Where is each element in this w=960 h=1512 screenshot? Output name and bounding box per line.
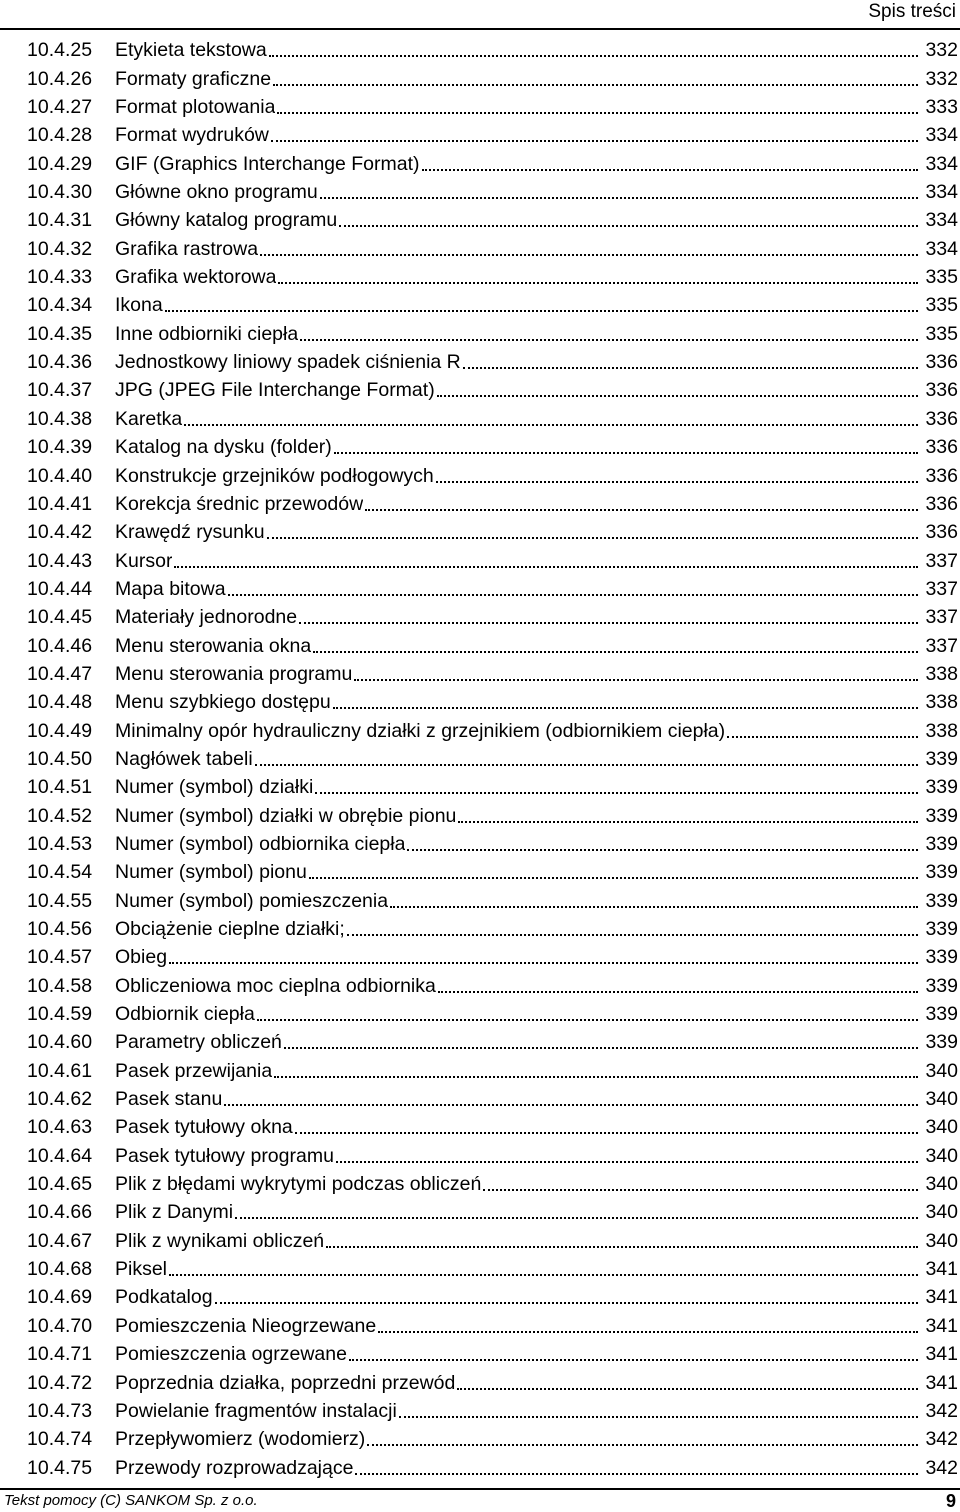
dot-leader bbox=[347, 934, 918, 936]
toc-entry-title[interactable]: Pomieszczenia Nieogrzewane bbox=[115, 1314, 377, 1337]
toc-entry[interactable] bbox=[27, 601, 958, 629]
toc-entry-number: 10.4.52 bbox=[27, 804, 93, 827]
toc-entry-number: 10.4.26 bbox=[27, 67, 93, 90]
toc-entry-page[interactable]: 337 bbox=[925, 606, 958, 629]
toc-entry-page[interactable]: 340 bbox=[925, 1088, 958, 1111]
toc-entry-title[interactable]: Formaty graficzne bbox=[115, 67, 272, 90]
dot-leader bbox=[355, 1473, 918, 1475]
toc-entry[interactable] bbox=[27, 488, 958, 516]
dot-leader bbox=[458, 821, 918, 823]
toc-entry-title[interactable]: Przewody rozprowadzające bbox=[115, 1456, 354, 1479]
toc-entry-page[interactable]: 338 bbox=[925, 691, 958, 714]
toc-entry-number: 10.4.69 bbox=[27, 1286, 93, 1309]
dot-leader bbox=[334, 452, 918, 454]
toc-entry-page[interactable]: 341 bbox=[925, 1286, 958, 1309]
toc-entry-page[interactable]: 333 bbox=[925, 96, 958, 119]
dot-leader bbox=[320, 197, 918, 199]
dot-leader bbox=[295, 1132, 918, 1134]
toc-entry-title[interactable]: JPG (JPEG File Interchange Format) bbox=[115, 379, 435, 402]
toc-entry-page[interactable]: 334 bbox=[925, 181, 958, 204]
toc-entry-number: 10.4.48 bbox=[27, 691, 93, 714]
toc-entry[interactable] bbox=[27, 714, 958, 742]
toc-entry-number: 10.4.34 bbox=[27, 294, 93, 317]
toc-entry[interactable] bbox=[27, 1196, 958, 1224]
toc-entry-number: 10.4.53 bbox=[27, 832, 93, 855]
toc-entry-title[interactable]: Etykieta tekstowa bbox=[115, 39, 267, 62]
dot-leader bbox=[437, 395, 918, 397]
toc-entry[interactable] bbox=[27, 1253, 958, 1281]
dot-leader bbox=[277, 112, 918, 114]
dot-leader bbox=[300, 339, 918, 341]
toc-entry[interactable] bbox=[27, 147, 958, 175]
toc-entry[interactable] bbox=[27, 1139, 958, 1167]
toc-entry-title[interactable]: Menu szybkiego dostępu bbox=[115, 691, 331, 714]
table-of-contents bbox=[27, 34, 958, 1480]
toc-entry-title[interactable]: Pasek stanu bbox=[115, 1088, 223, 1111]
dot-leader bbox=[422, 169, 918, 171]
toc-entry-title[interactable]: GIF (Graphics Interchange Format) bbox=[115, 152, 420, 175]
dot-leader bbox=[174, 566, 918, 568]
toc-entry-page[interactable]: 339 bbox=[925, 1031, 958, 1054]
toc-entry-page[interactable]: 336 bbox=[925, 407, 958, 430]
toc-entry-page[interactable]: 336 bbox=[925, 351, 958, 374]
toc-entry-page[interactable]: 336 bbox=[925, 492, 958, 515]
toc-entry-page[interactable]: 341 bbox=[925, 1371, 958, 1394]
toc-entry-number: 10.4.67 bbox=[27, 1229, 93, 1252]
toc-entry-number: 10.4.44 bbox=[27, 577, 93, 600]
toc-entry-number: 10.4.58 bbox=[27, 974, 93, 997]
toc-entry-number: 10.4.27 bbox=[27, 96, 93, 119]
toc-entry[interactable] bbox=[27, 884, 958, 912]
toc-entry-title[interactable]: Nagłówek tabeli bbox=[115, 747, 253, 770]
dot-leader bbox=[727, 736, 918, 738]
toc-entry-title[interactable]: Karetka bbox=[115, 407, 183, 430]
toc-entry-number: 10.4.55 bbox=[27, 889, 93, 912]
toc-entry-title[interactable]: Menu sterowania okna bbox=[115, 634, 312, 657]
dot-leader bbox=[326, 1246, 918, 1248]
dot-leader bbox=[257, 1019, 918, 1021]
dot-leader bbox=[284, 1047, 918, 1049]
toc-entry-number: 10.4.42 bbox=[27, 521, 93, 544]
toc-entry[interactable] bbox=[27, 1395, 958, 1423]
toc-entry[interactable] bbox=[27, 204, 958, 232]
toc-entry[interactable] bbox=[27, 317, 958, 345]
toc-entry-title[interactable]: Numer (symbol) odbiornika ciepła bbox=[115, 832, 406, 855]
toc-entry-page[interactable]: 339 bbox=[925, 861, 958, 884]
toc-entry-title[interactable]: Format plotowania bbox=[115, 96, 276, 119]
dot-leader bbox=[274, 1076, 918, 1078]
toc-entry[interactable] bbox=[27, 629, 958, 657]
dot-leader bbox=[269, 55, 918, 57]
toc-entry-page[interactable]: 339 bbox=[925, 1003, 958, 1026]
toc-entry-title[interactable]: Numer (symbol) działki w obrębie pionu bbox=[115, 804, 457, 827]
toc-entry-number: 10.4.54 bbox=[27, 861, 93, 884]
toc-entry-page[interactable]: 337 bbox=[925, 634, 958, 657]
page-number: 9 bbox=[945, 1491, 956, 1511]
toc-entry-page[interactable]: 342 bbox=[925, 1456, 958, 1479]
toc-entry-page[interactable]: 332 bbox=[925, 67, 958, 90]
toc-entry-title[interactable]: Podkatalog bbox=[115, 1286, 213, 1309]
toc-entry[interactable] bbox=[27, 573, 958, 601]
toc-entry-title[interactable]: Plik z Danymi bbox=[115, 1201, 234, 1224]
dot-leader bbox=[273, 84, 918, 86]
dot-leader bbox=[255, 764, 918, 766]
toc-entry-page[interactable]: 342 bbox=[925, 1428, 958, 1451]
toc-entry[interactable] bbox=[27, 346, 958, 374]
toc-entry-title[interactable]: Pasek tytułowy okna bbox=[115, 1116, 293, 1139]
toc-entry-number: 10.4.57 bbox=[27, 946, 93, 969]
toc-entry-page[interactable]: 339 bbox=[925, 974, 958, 997]
toc-entry-number: 10.4.39 bbox=[27, 436, 93, 459]
toc-entry[interactable] bbox=[27, 658, 958, 686]
toc-entry[interactable] bbox=[27, 1281, 958, 1309]
toc-entry[interactable] bbox=[27, 1026, 958, 1054]
toc-entry[interactable] bbox=[27, 516, 958, 544]
toc-entry[interactable] bbox=[27, 799, 958, 827]
toc-entry-number: 10.4.51 bbox=[27, 776, 93, 799]
toc-entry-page[interactable]: 338 bbox=[925, 719, 958, 742]
toc-entry-title[interactable]: Odbiornik ciepła bbox=[115, 1003, 255, 1026]
toc-entry-page[interactable]: 334 bbox=[925, 152, 958, 175]
toc-entry-number: 10.4.46 bbox=[27, 634, 93, 657]
toc-entry-number: 10.4.41 bbox=[27, 492, 93, 515]
toc-entry-page[interactable]: 339 bbox=[925, 804, 958, 827]
dot-leader bbox=[169, 1274, 918, 1276]
toc-entry[interactable] bbox=[27, 828, 958, 856]
toc-entry-number: 10.4.38 bbox=[27, 407, 93, 430]
toc-entry-title[interactable]: Numer (symbol) pionu bbox=[115, 861, 307, 884]
dot-leader bbox=[260, 254, 918, 256]
toc-entry[interactable] bbox=[27, 998, 958, 1026]
toc-entry-number: 10.4.30 bbox=[27, 181, 93, 204]
toc-entry-page[interactable]: 336 bbox=[925, 436, 958, 459]
toc-entry-number: 10.4.43 bbox=[27, 549, 93, 572]
toc-entry[interactable] bbox=[27, 232, 958, 260]
dot-leader bbox=[365, 509, 918, 511]
dot-leader bbox=[267, 537, 918, 539]
dot-leader bbox=[438, 991, 918, 993]
dot-leader bbox=[399, 1416, 918, 1418]
toc-entry-number: 10.4.36 bbox=[27, 351, 93, 374]
dot-leader bbox=[224, 1104, 918, 1106]
header-divider bbox=[0, 28, 960, 30]
toc-entry-page[interactable]: 339 bbox=[925, 946, 958, 969]
toc-entry-number: 10.4.74 bbox=[27, 1428, 93, 1451]
toc-entry-page[interactable]: 339 bbox=[925, 889, 958, 912]
toc-entry[interactable] bbox=[27, 1224, 958, 1252]
dot-leader bbox=[184, 424, 918, 426]
toc-entry-title[interactable]: Obliczeniowa moc cieplna odbiornika bbox=[115, 974, 436, 997]
toc-entry[interactable] bbox=[27, 686, 958, 714]
toc-entry-page[interactable]: 340 bbox=[925, 1173, 958, 1196]
toc-entry-page[interactable]: 337 bbox=[925, 549, 958, 572]
toc-entry-page[interactable]: 341 bbox=[925, 1258, 958, 1281]
dot-leader bbox=[313, 651, 918, 653]
dot-leader bbox=[336, 1161, 918, 1163]
dot-leader bbox=[463, 367, 918, 369]
toc-entry-title[interactable]: Jednostkowy liniowy spadek ciśnienia R bbox=[115, 351, 461, 374]
toc-entry-number: 10.4.31 bbox=[27, 209, 93, 232]
running-header: Spis treści bbox=[868, 1, 956, 22]
toc-entry-title[interactable]: Plik z błędami wykrytymi podczas obliczeń bbox=[115, 1173, 482, 1196]
toc-entry[interactable] bbox=[27, 1054, 958, 1082]
toc-entry-title[interactable]: Główne okno programu bbox=[115, 181, 318, 204]
toc-entry-number: 10.4.60 bbox=[27, 1031, 93, 1054]
toc-entry[interactable] bbox=[27, 1083, 958, 1111]
toc-entry-number: 10.4.47 bbox=[27, 662, 93, 685]
toc-entry-number: 10.4.45 bbox=[27, 606, 93, 629]
toc-entry[interactable] bbox=[27, 1366, 958, 1394]
toc-entry-number: 10.4.68 bbox=[27, 1258, 93, 1281]
toc-entry-number: 10.4.75 bbox=[27, 1456, 93, 1479]
toc-entry-number: 10.4.63 bbox=[27, 1116, 93, 1139]
dot-leader bbox=[390, 906, 918, 908]
toc-entry-number: 10.4.62 bbox=[27, 1088, 93, 1111]
toc-entry-title[interactable]: Plik z wynikami obliczeń bbox=[115, 1229, 325, 1252]
toc-entry[interactable] bbox=[27, 969, 958, 997]
toc-entry[interactable] bbox=[27, 431, 958, 459]
toc-entry-number: 10.4.59 bbox=[27, 1003, 93, 1026]
dot-leader bbox=[309, 877, 918, 879]
toc-entry-title[interactable]: Powielanie fragmentów instalacji bbox=[115, 1399, 397, 1422]
toc-entry-number: 10.4.61 bbox=[27, 1059, 93, 1082]
toc-entry[interactable] bbox=[27, 544, 958, 572]
toc-entry-title[interactable]: Parametry obliczeń bbox=[115, 1031, 282, 1054]
toc-entry[interactable] bbox=[27, 1168, 958, 1196]
toc-entry-number: 10.4.50 bbox=[27, 747, 93, 770]
toc-entry-title[interactable]: Pomieszczenia ogrzewane bbox=[115, 1343, 347, 1366]
toc-entry-page[interactable]: 339 bbox=[925, 776, 958, 799]
toc-entry[interactable] bbox=[27, 459, 958, 487]
toc-entry-number: 10.4.71 bbox=[27, 1343, 93, 1366]
toc-entry-page[interactable]: 339 bbox=[925, 918, 958, 940]
toc-entry-title[interactable]: Obieg bbox=[115, 946, 168, 969]
toc-entry[interactable] bbox=[27, 402, 958, 430]
toc-entry-number: 10.4.56 bbox=[27, 918, 93, 940]
dot-leader bbox=[367, 1444, 918, 1446]
toc-entry-page[interactable]: 340 bbox=[925, 1229, 958, 1252]
toc-entry-title[interactable]: Kursor bbox=[115, 549, 173, 572]
toc-entry[interactable] bbox=[27, 913, 958, 941]
toc-entry-page[interactable]: 336 bbox=[925, 464, 958, 487]
toc-entry-title[interactable]: Obciążenie cieplne działki; bbox=[115, 918, 345, 940]
toc-entry-page[interactable]: 341 bbox=[925, 1343, 958, 1366]
toc-entry-number: 10.4.29 bbox=[27, 152, 93, 175]
dot-leader bbox=[333, 707, 918, 709]
toc-entry-number: 10.4.73 bbox=[27, 1399, 93, 1422]
toc-entry-page[interactable]: 336 bbox=[925, 379, 958, 402]
dot-leader bbox=[299, 622, 918, 624]
toc-entry[interactable] bbox=[27, 62, 958, 90]
toc-entry[interactable] bbox=[27, 1451, 958, 1479]
toc-entry-page[interactable]: 339 bbox=[925, 832, 958, 855]
dot-leader bbox=[165, 310, 918, 312]
toc-entry-number: 10.4.32 bbox=[27, 237, 93, 260]
toc-entry-number: 10.4.33 bbox=[27, 266, 93, 289]
toc-entry-number: 10.4.65 bbox=[27, 1173, 93, 1196]
toc-entry-title[interactable]: Przepływomierz (wodomierz) bbox=[115, 1428, 366, 1451]
toc-entry-page[interactable]: 342 bbox=[925, 1399, 958, 1422]
dot-leader bbox=[349, 1359, 918, 1361]
dot-leader bbox=[271, 140, 918, 142]
toc-entry-number: 10.4.35 bbox=[27, 322, 93, 345]
toc-entry[interactable] bbox=[27, 289, 958, 317]
toc-entry-title[interactable]: Katalog na dysku (folder) bbox=[115, 436, 332, 459]
toc-entry[interactable] bbox=[27, 1338, 958, 1366]
dot-leader bbox=[436, 481, 918, 483]
toc-entry-title[interactable]: Numer (symbol) pomieszczenia bbox=[115, 889, 389, 912]
toc-entry-title[interactable]: Poprzednia działka, poprzedni przewód bbox=[115, 1371, 456, 1394]
footer-divider bbox=[0, 1488, 960, 1490]
toc-entry-page[interactable]: 339 bbox=[925, 747, 958, 770]
toc-entry-page[interactable]: 334 bbox=[925, 209, 958, 232]
dot-leader bbox=[228, 594, 918, 596]
toc-entry-title[interactable]: Minimalny opór hydrauliczny działki z grzejnikiem (odbiornikiem ciepła) bbox=[115, 719, 726, 742]
toc-entry[interactable] bbox=[27, 856, 958, 884]
toc-entry-number: 10.4.49 bbox=[27, 719, 93, 742]
toc-entry-number: 10.4.64 bbox=[27, 1144, 93, 1167]
toc-entry-number: 10.4.28 bbox=[27, 124, 93, 147]
dot-leader bbox=[278, 282, 918, 284]
toc-entry-title[interactable]: Główny katalog programu bbox=[115, 209, 338, 232]
toc-entry-title[interactable]: Format wydruków bbox=[115, 124, 269, 147]
toc-entry-page[interactable]: 338 bbox=[925, 662, 958, 685]
dot-leader bbox=[407, 849, 918, 851]
toc-entry-title[interactable]: Materiały jednorodne bbox=[115, 606, 298, 629]
toc-entry[interactable] bbox=[27, 1309, 958, 1337]
toc-entry-page[interactable]: 340 bbox=[925, 1059, 958, 1082]
toc-entry-title[interactable]: Konstrukcje grzejników podłogowych bbox=[115, 464, 434, 487]
toc-entry[interactable] bbox=[27, 743, 958, 771]
dot-leader bbox=[354, 679, 918, 681]
toc-entry-page[interactable]: 340 bbox=[925, 1116, 958, 1139]
dot-leader bbox=[215, 1302, 918, 1304]
toc-entry-page[interactable]: 337 bbox=[925, 577, 958, 600]
toc-entry[interactable] bbox=[27, 941, 958, 969]
toc-entry-title[interactable]: Inne odbiorniki ciepła bbox=[115, 322, 299, 345]
toc-entry-page[interactable]: 335 bbox=[925, 294, 958, 317]
footer-copyright: Tekst pomocy (C) SANKOM Sp. z o.o. bbox=[4, 1492, 258, 1509]
toc-entry-page[interactable]: 340 bbox=[925, 1144, 958, 1167]
toc-entry-page[interactable]: 336 bbox=[925, 521, 958, 544]
toc-entry-title[interactable]: Piksel bbox=[115, 1258, 168, 1281]
toc-entry[interactable] bbox=[27, 771, 958, 799]
dot-leader bbox=[457, 1388, 918, 1390]
toc-entry-title[interactable]: Korekcja średnic przewodów bbox=[115, 492, 364, 515]
toc-entry-title[interactable]: Grafika wektorowa bbox=[115, 266, 277, 289]
toc-entry-number: 10.4.70 bbox=[27, 1314, 93, 1337]
toc-entry-number: 10.4.25 bbox=[27, 39, 93, 62]
dot-leader bbox=[483, 1189, 918, 1191]
toc-entry-title[interactable]: Pasek tytułowy programu bbox=[115, 1144, 334, 1167]
dot-leader bbox=[378, 1331, 918, 1333]
toc-entry-number: 10.4.66 bbox=[27, 1201, 93, 1224]
dot-leader bbox=[169, 962, 918, 964]
toc-entry-page[interactable]: 335 bbox=[925, 266, 958, 289]
toc-entry-page[interactable]: 341 bbox=[925, 1314, 958, 1337]
dot-leader bbox=[235, 1217, 918, 1219]
dot-leader bbox=[315, 792, 918, 794]
toc-entry-title[interactable]: Mapa bitowa bbox=[115, 577, 226, 600]
toc-entry-page[interactable]: 335 bbox=[925, 322, 958, 345]
toc-entry[interactable] bbox=[27, 119, 958, 147]
toc-entry-page[interactable]: 332 bbox=[925, 39, 958, 62]
toc-entry-page[interactable]: 340 bbox=[925, 1201, 958, 1224]
toc-entry[interactable] bbox=[27, 261, 958, 289]
toc-entry-number: 10.4.40 bbox=[27, 464, 93, 487]
toc-entry[interactable] bbox=[27, 34, 958, 62]
toc-entry-title[interactable]: Krawędź rysunku bbox=[115, 521, 265, 544]
toc-entry-number: 10.4.72 bbox=[27, 1371, 93, 1394]
toc-entry-title[interactable]: Grafika rastrowa bbox=[115, 237, 259, 260]
toc-entry-number: 10.4.37 bbox=[27, 379, 93, 402]
toc-entry-title[interactable]: Ikona bbox=[115, 294, 163, 317]
toc-entry[interactable] bbox=[27, 176, 958, 204]
toc-entry-page[interactable]: 334 bbox=[925, 124, 958, 147]
toc-entry[interactable] bbox=[27, 1423, 958, 1451]
toc-entry-page[interactable]: 334 bbox=[925, 237, 958, 260]
toc-entry-title[interactable]: Pasek przewijania bbox=[115, 1059, 273, 1082]
toc-entry[interactable] bbox=[27, 1111, 958, 1139]
toc-entry-title[interactable]: Menu sterowania programu bbox=[115, 662, 353, 685]
dot-leader bbox=[339, 225, 918, 227]
toc-entry[interactable] bbox=[27, 91, 958, 119]
toc-entry[interactable] bbox=[27, 374, 958, 402]
toc-entry-title[interactable]: Numer (symbol) działki bbox=[115, 776, 314, 799]
